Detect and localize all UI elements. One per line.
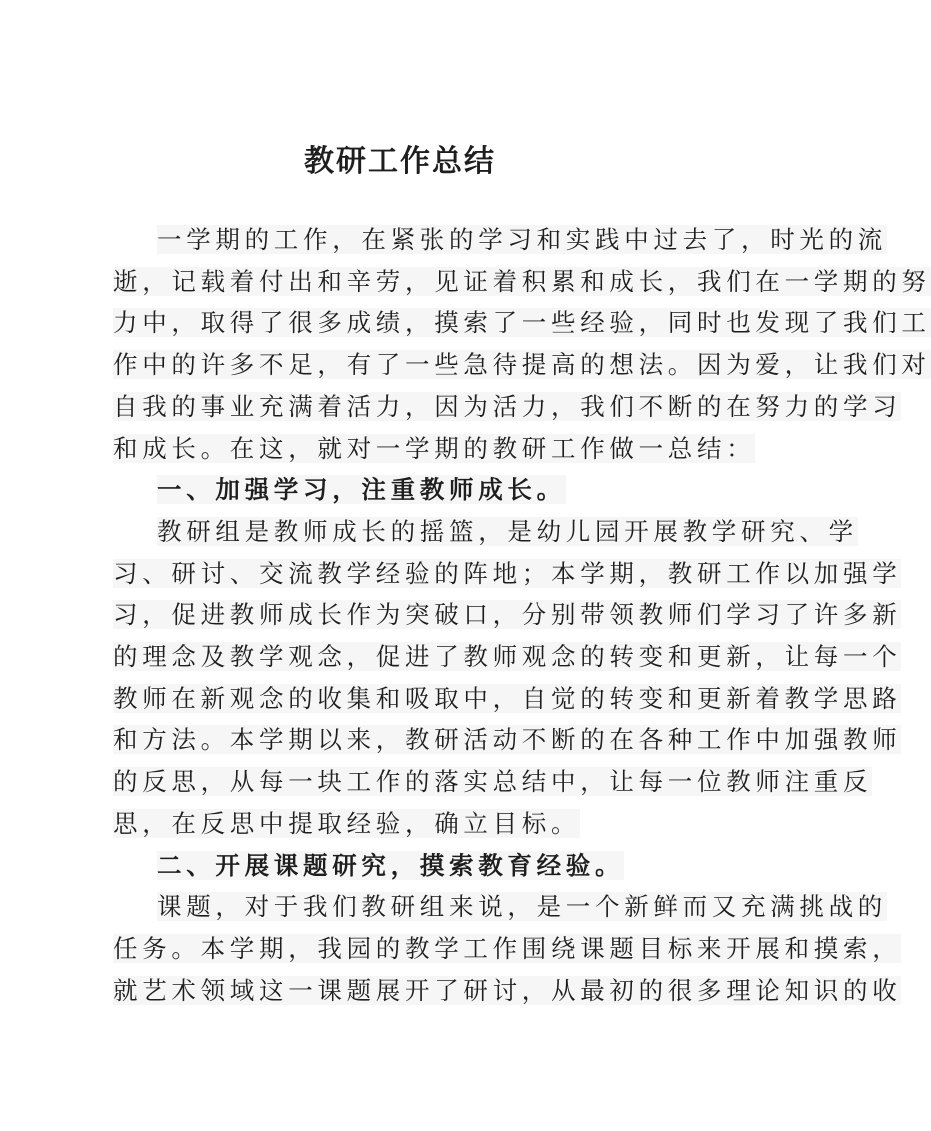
line-text: 思，在反思中提取经验，确立目标。 [113, 808, 581, 838]
line-text: 课题，对于我们教研组来说，是一个新鲜而又充满挑战的 [157, 892, 887, 922]
line-text: 教研组是教师成长的摇篮，是幼儿园开展教学研究、学 [157, 516, 858, 546]
paragraph-line [113, 558, 901, 590]
line-text: 逝，记载着付出和辛劳，见证着积累和成长，我们在一学期的努 [113, 266, 931, 296]
line-text: 作中的许多不足，有了一些急待提高的想法。因为爱，让我们对 [113, 350, 931, 380]
paragraph-line [113, 724, 901, 756]
paragraph-line [113, 433, 755, 465]
line-text: 力中，取得了很多成绩，摸索了一些经验，同时也发现了我们工 [113, 308, 931, 338]
line-text: 二、开展课题研究，摸索教育经验。 [157, 850, 625, 880]
section-heading [157, 850, 624, 882]
line-text: 教师在新观念的收集和吸取中，自觉的转变和更新着教学思路 [113, 683, 902, 713]
paragraph-line [113, 766, 872, 798]
section-heading [157, 474, 566, 506]
line-text: 习，促进教师成长作为突破口，分别带领教师们学习了许多新 [113, 600, 902, 630]
line-text: 的理念及教学观念，促进了教师观念的转变和更新，让每一个 [113, 642, 902, 671]
paragraph-line [113, 933, 901, 965]
paragraph-line [113, 391, 901, 423]
paragraph-line [113, 349, 931, 381]
line-text: 一学期的工作，在紧张的学习和实践中过去了，时光的流 [157, 225, 887, 254]
paragraph-line [157, 891, 887, 923]
paragraph-line [113, 266, 931, 298]
document-title: 教研工作总结 [304, 144, 496, 179]
line-text: 就艺术领域这一课题展开了研讨，从最初的很多理论知识的收 [113, 975, 902, 1005]
paragraph-line [113, 599, 901, 631]
line-text: 一、加强学习，注重教师成长。 [157, 475, 566, 505]
line-text: 习、研讨、交流教学经验的阵地；本学期，教研工作以加强学 [113, 558, 902, 588]
paragraph-line [113, 808, 580, 840]
line-text: 自我的事业充满着活力，因为活力，我们不断的在努力的学习 [113, 391, 902, 421]
line-text: 的反思，从每一块工作的落实总结中，让每一位教师注重反 [113, 767, 873, 797]
paragraph-line [113, 641, 901, 673]
paragraph-line [113, 975, 901, 1007]
paragraph-line [113, 683, 901, 715]
line-text: 和方法。本学期以来，教研活动不断的在各种工作中加强教师 [113, 725, 902, 755]
line-text: 和成长。在这，就对一学期的教研工作做一总结： [113, 433, 756, 463]
paragraph-line [157, 516, 858, 548]
line-text: 任务。本学期，我园的教学工作围绕课题目标来开展和摸索， [113, 933, 902, 963]
paragraph-line [113, 307, 931, 339]
paragraph-line [157, 224, 887, 256]
